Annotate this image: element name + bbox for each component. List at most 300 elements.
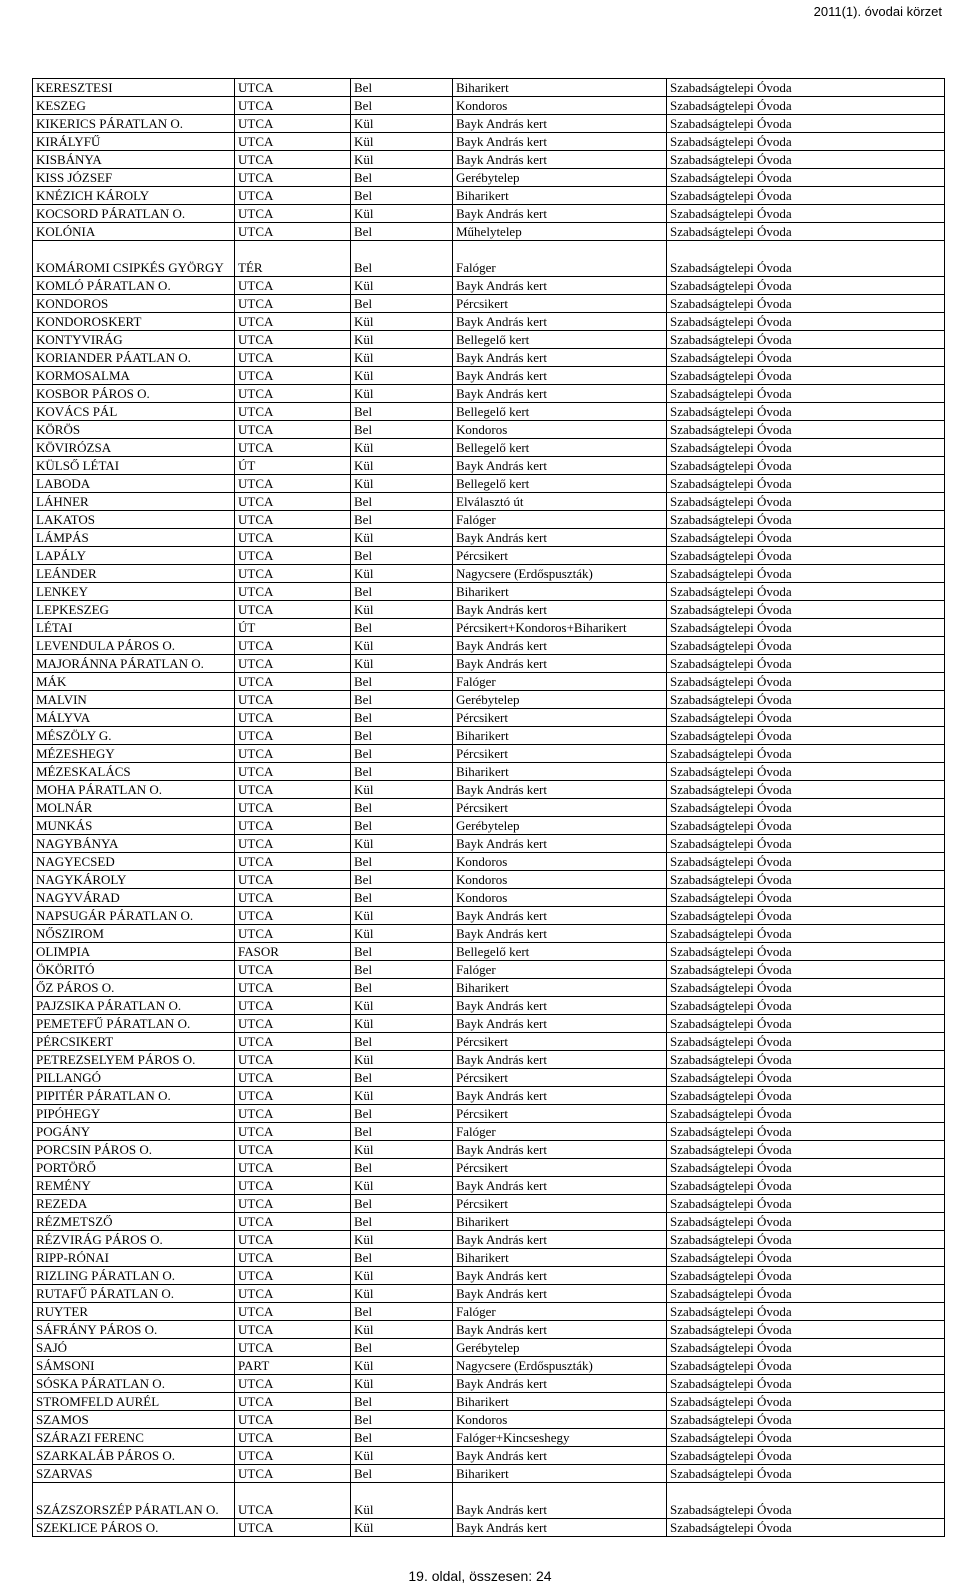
street-type-cell: ÚT <box>235 619 351 637</box>
table-row <box>33 1375 945 1393</box>
table-row <box>33 817 945 835</box>
street-name-cell: LÁMPÁS <box>33 529 235 547</box>
street-type-cell: UTCA <box>235 439 351 457</box>
table-row <box>33 529 945 547</box>
street-name-cell: NŐSZIROM <box>33 925 235 943</box>
district-cell: Pércsikert <box>453 1159 667 1177</box>
district-cell: Nagycsere (Erdőspuszták) <box>453 565 667 583</box>
street-type-cell: UTCA <box>235 1051 351 1069</box>
street-type-cell: UTCA <box>235 1483 351 1519</box>
street-name-cell: LEÁNDER <box>33 565 235 583</box>
street-name-cell: LAKATOS <box>33 511 235 529</box>
kindergarten-cell: Szabadságtelepi Óvoda <box>667 313 945 331</box>
street-type-cell: UTCA <box>235 691 351 709</box>
street-type-cell: UTCA <box>235 1429 351 1447</box>
area-cell: Bel <box>351 187 453 205</box>
district-table <box>32 78 945 1537</box>
table-row <box>33 493 945 511</box>
table-row <box>33 619 945 637</box>
kindergarten-cell: Szabadságtelepi Óvoda <box>667 1123 945 1141</box>
district-cell: Pércsikert+Kondoros+Biharikert <box>453 619 667 637</box>
street-name-cell: KESZEG <box>33 97 235 115</box>
area-cell: Kül <box>351 349 453 367</box>
district-cell: Bayk András kert <box>453 457 667 475</box>
street-name-cell: MÁK <box>33 673 235 691</box>
street-name-cell: POGÁNY <box>33 1123 235 1141</box>
kindergarten-cell: Szabadságtelepi Óvoda <box>667 925 945 943</box>
street-type-cell: UTCA <box>235 1159 351 1177</box>
kindergarten-cell: Szabadságtelepi Óvoda <box>667 583 945 601</box>
table-row <box>33 961 945 979</box>
district-cell: Gerébytelep <box>453 691 667 709</box>
table-row <box>33 367 945 385</box>
table-row <box>33 1105 945 1123</box>
area-cell: Kül <box>351 1087 453 1105</box>
table-row <box>33 1033 945 1051</box>
area-cell: Bel <box>351 1429 453 1447</box>
street-type-cell: UTCA <box>235 853 351 871</box>
area-cell: Bel <box>351 79 453 97</box>
table-row <box>33 763 945 781</box>
kindergarten-cell: Szabadságtelepi Óvoda <box>667 79 945 97</box>
table-row <box>33 1465 945 1483</box>
street-type-cell: UTCA <box>235 979 351 997</box>
area-cell: Kül <box>351 385 453 403</box>
street-type-cell: UTCA <box>235 529 351 547</box>
kindergarten-cell: Szabadságtelepi Óvoda <box>667 601 945 619</box>
district-cell: Bayk András kert <box>453 205 667 223</box>
kindergarten-cell: Szabadságtelepi Óvoda <box>667 1051 945 1069</box>
district-cell: Falóger <box>453 511 667 529</box>
street-type-cell: PART <box>235 1357 351 1375</box>
district-cell: Biharikert <box>453 79 667 97</box>
district-cell: Biharikert <box>453 1393 667 1411</box>
street-name-cell: PORCSIN PÁROS O. <box>33 1141 235 1159</box>
table-row <box>33 1429 945 1447</box>
table-row <box>33 133 945 151</box>
page-footer: 19. oldal, összesen: 24 <box>408 1568 552 1584</box>
kindergarten-cell: Szabadságtelepi Óvoda <box>667 763 945 781</box>
street-type-cell: UTCA <box>235 925 351 943</box>
street-type-cell: UTCA <box>235 1033 351 1051</box>
street-type-cell: UTCA <box>235 1087 351 1105</box>
area-cell: Bel <box>351 871 453 889</box>
table-row <box>33 1321 945 1339</box>
area-cell: Bel <box>351 1393 453 1411</box>
table-row <box>33 1141 945 1159</box>
area-cell: Kül <box>351 457 453 475</box>
table-row <box>33 457 945 475</box>
table-row <box>33 277 945 295</box>
kindergarten-cell: Szabadságtelepi Óvoda <box>667 115 945 133</box>
kindergarten-cell: Szabadságtelepi Óvoda <box>667 277 945 295</box>
table-row <box>33 691 945 709</box>
table-row <box>33 223 945 241</box>
table-row <box>33 1231 945 1249</box>
table-row <box>33 907 945 925</box>
area-cell: Bel <box>351 547 453 565</box>
street-name-cell: PEMETEFŰ PÁRATLAN O. <box>33 1015 235 1033</box>
street-name-cell: KOCSORD PÁRATLAN O. <box>33 205 235 223</box>
table-row <box>33 439 945 457</box>
street-name-cell: RIPP-RÓNAI <box>33 1249 235 1267</box>
kindergarten-cell: Szabadságtelepi Óvoda <box>667 1195 945 1213</box>
kindergarten-cell: Szabadságtelepi Óvoda <box>667 1285 945 1303</box>
table-row <box>33 547 945 565</box>
street-name-cell: LENKEY <box>33 583 235 601</box>
area-cell: Kül <box>351 1375 453 1393</box>
street-name-cell: KOSBOR PÁROS O. <box>33 385 235 403</box>
kindergarten-cell: Szabadságtelepi Óvoda <box>667 475 945 493</box>
district-cell: Bayk András kert <box>453 151 667 169</box>
street-name-cell: LÉTAI <box>33 619 235 637</box>
street-name-cell: KORIANDER PÁATLAN O. <box>33 349 235 367</box>
area-cell: Kül <box>351 655 453 673</box>
street-type-cell: UTCA <box>235 277 351 295</box>
street-type-cell: UTCA <box>235 1177 351 1195</box>
kindergarten-cell: Szabadságtelepi Óvoda <box>667 1213 945 1231</box>
street-type-cell: FASOR <box>235 943 351 961</box>
kindergarten-cell: Szabadságtelepi Óvoda <box>667 961 945 979</box>
district-cell: Biharikert <box>453 583 667 601</box>
street-type-cell: UTCA <box>235 1105 351 1123</box>
kindergarten-cell: Szabadságtelepi Óvoda <box>667 853 945 871</box>
street-name-cell: PIPITÉR PÁRATLAN O. <box>33 1087 235 1105</box>
district-cell: Kondoros <box>453 1411 667 1429</box>
street-type-cell: UTCA <box>235 187 351 205</box>
table-row <box>33 1123 945 1141</box>
area-cell: Kül <box>351 331 453 349</box>
area-cell: Kül <box>351 1519 453 1537</box>
district-cell: Bayk András kert <box>453 313 667 331</box>
district-cell: Falóger <box>453 1123 667 1141</box>
street-name-cell: SÁFRÁNY PÁROS O. <box>33 1321 235 1339</box>
street-name-cell: LEVENDULA PÁROS O. <box>33 637 235 655</box>
street-name-cell: RÉZMETSZŐ <box>33 1213 235 1231</box>
district-cell: Bayk András kert <box>453 907 667 925</box>
street-type-cell: UTCA <box>235 1321 351 1339</box>
table-row <box>33 1159 945 1177</box>
street-type-cell: UTCA <box>235 1267 351 1285</box>
kindergarten-cell: Szabadságtelepi Óvoda <box>667 1429 945 1447</box>
page-header: 2011(1). óvodai körzet <box>813 4 942 19</box>
kindergarten-cell: Szabadságtelepi Óvoda <box>667 1357 945 1375</box>
table-row <box>33 1285 945 1303</box>
kindergarten-cell: Szabadságtelepi Óvoda <box>667 979 945 997</box>
area-cell: Kül <box>351 1141 453 1159</box>
area-cell: Kül <box>351 205 453 223</box>
table-row <box>33 187 945 205</box>
street-type-cell: UTCA <box>235 79 351 97</box>
street-name-cell: PAJZSIKA PÁRATLAN O. <box>33 997 235 1015</box>
kindergarten-cell: Szabadságtelepi Óvoda <box>667 187 945 205</box>
street-type-cell: UTCA <box>235 817 351 835</box>
kindergarten-cell: Szabadságtelepi Óvoda <box>667 547 945 565</box>
street-name-cell: KONTYVIRÁG <box>33 331 235 349</box>
street-type-cell: UTCA <box>235 547 351 565</box>
area-cell: Kül <box>351 529 453 547</box>
street-type-cell: UTCA <box>235 1303 351 1321</box>
street-type-cell: UTCA <box>235 781 351 799</box>
street-name-cell: SZEKLICE PÁROS O. <box>33 1519 235 1537</box>
district-cell: Nagycsere (Erdőspuszták) <box>453 1357 667 1375</box>
kindergarten-cell: Szabadságtelepi Óvoda <box>667 457 945 475</box>
street-name-cell: KIKERICS PÁRATLAN O. <box>33 115 235 133</box>
kindergarten-cell: Szabadságtelepi Óvoda <box>667 637 945 655</box>
street-name-cell: KOMLÓ PÁRATLAN O. <box>33 277 235 295</box>
table-row <box>33 475 945 493</box>
street-type-cell: UTCA <box>235 385 351 403</box>
table-row <box>33 313 945 331</box>
district-cell: Bayk András kert <box>453 385 667 403</box>
kindergarten-cell: Szabadságtelepi Óvoda <box>667 907 945 925</box>
street-type-cell: UTCA <box>235 1015 351 1033</box>
district-cell: Bayk András kert <box>453 1519 667 1537</box>
table-row <box>33 979 945 997</box>
street-type-cell: UTCA <box>235 1213 351 1231</box>
area-cell: Kül <box>351 1015 453 1033</box>
kindergarten-cell: Szabadságtelepi Óvoda <box>667 403 945 421</box>
street-type-cell: UTCA <box>235 565 351 583</box>
street-name-cell: SÓSKA PÁRATLAN O. <box>33 1375 235 1393</box>
street-type-cell: UTCA <box>235 889 351 907</box>
street-name-cell: MOLNÁR <box>33 799 235 817</box>
table-row <box>33 1213 945 1231</box>
district-cell: Bayk András kert <box>453 997 667 1015</box>
table-row <box>33 1249 945 1267</box>
district-cell: Pércsikert <box>453 547 667 565</box>
street-name-cell: NAGYVÁRAD <box>33 889 235 907</box>
table-row <box>33 295 945 313</box>
district-cell: Biharikert <box>453 979 667 997</box>
district-cell: Bayk András kert <box>453 1141 667 1159</box>
street-name-cell: PETREZSELYEM PÁROS O. <box>33 1051 235 1069</box>
area-cell: Bel <box>351 493 453 511</box>
street-name-cell: LAPÁLY <box>33 547 235 565</box>
street-type-cell: UTCA <box>235 1141 351 1159</box>
district-cell: Elválasztó út <box>453 493 667 511</box>
street-type-cell: UTCA <box>235 97 351 115</box>
kindergarten-cell: Szabadságtelepi Óvoda <box>667 871 945 889</box>
area-cell: Kül <box>351 925 453 943</box>
district-cell: Bayk András kert <box>453 1321 667 1339</box>
area-cell: Bel <box>351 97 453 115</box>
kindergarten-cell: Szabadságtelepi Óvoda <box>667 421 945 439</box>
street-type-cell: UTCA <box>235 871 351 889</box>
area-cell: Kül <box>351 1177 453 1195</box>
district-cell: Műhelytelep <box>453 223 667 241</box>
kindergarten-cell: Szabadságtelepi Óvoda <box>667 1033 945 1051</box>
kindergarten-cell: Szabadságtelepi Óvoda <box>667 169 945 187</box>
area-cell: Kül <box>351 133 453 151</box>
street-type-cell: UTCA <box>235 1339 351 1357</box>
table-row <box>33 673 945 691</box>
table-row <box>33 1051 945 1069</box>
street-type-cell: UTCA <box>235 961 351 979</box>
table-row <box>33 745 945 763</box>
table-row <box>33 1447 945 1465</box>
district-cell: Pércsikert <box>453 745 667 763</box>
area-cell: Bel <box>351 1213 453 1231</box>
area-cell: Kül <box>351 1483 453 1519</box>
area-cell: Bel <box>351 1339 453 1357</box>
table-row <box>33 565 945 583</box>
area-cell: Bel <box>351 1195 453 1213</box>
street-name-cell: LEPKESZEG <box>33 601 235 619</box>
table-row <box>33 889 945 907</box>
district-cell: Kondoros <box>453 97 667 115</box>
kindergarten-cell: Szabadságtelepi Óvoda <box>667 1393 945 1411</box>
area-cell: Bel <box>351 709 453 727</box>
street-name-cell: NAGYKÁROLY <box>33 871 235 889</box>
district-cell: Biharikert <box>453 1249 667 1267</box>
street-name-cell: PILLANGÓ <box>33 1069 235 1087</box>
street-name-cell: REMÉNY <box>33 1177 235 1195</box>
street-type-cell: UTCA <box>235 421 351 439</box>
kindergarten-cell: Szabadságtelepi Óvoda <box>667 1069 945 1087</box>
table-row <box>33 655 945 673</box>
street-name-cell: PIPÓHEGY <box>33 1105 235 1123</box>
area-cell: Kül <box>351 367 453 385</box>
street-name-cell: MÉSZÖLY G. <box>33 727 235 745</box>
area-cell: Kül <box>351 1051 453 1069</box>
street-name-cell: KOVÁCS PÁL <box>33 403 235 421</box>
district-cell: Biharikert <box>453 763 667 781</box>
area-cell: Kül <box>351 1357 453 1375</box>
area-cell: Kül <box>351 565 453 583</box>
area-cell: Bel <box>351 619 453 637</box>
kindergarten-cell: Szabadságtelepi Óvoda <box>667 709 945 727</box>
area-cell: Bel <box>351 421 453 439</box>
street-type-cell: UTCA <box>235 727 351 745</box>
street-name-cell: SÁMSONI <box>33 1357 235 1375</box>
street-name-cell: KOLÓNIA <box>33 223 235 241</box>
kindergarten-cell: Szabadságtelepi Óvoda <box>667 691 945 709</box>
street-name-cell: MÉZESHEGY <box>33 745 235 763</box>
table-row <box>33 169 945 187</box>
kindergarten-cell: Szabadságtelepi Óvoda <box>667 565 945 583</box>
street-type-cell: UTCA <box>235 601 351 619</box>
table-row <box>33 1357 945 1375</box>
area-cell: Bel <box>351 241 453 277</box>
street-type-cell: UTCA <box>235 403 351 421</box>
street-type-cell: UTCA <box>235 907 351 925</box>
district-cell: Bayk András kert <box>453 1375 667 1393</box>
kindergarten-cell: Szabadságtelepi Óvoda <box>667 151 945 169</box>
street-type-cell: UTCA <box>235 349 351 367</box>
district-cell: Bellegelő kert <box>453 403 667 421</box>
kindergarten-cell: Szabadságtelepi Óvoda <box>667 1249 945 1267</box>
kindergarten-cell: Szabadságtelepi Óvoda <box>667 1015 945 1033</box>
table-row <box>33 115 945 133</box>
street-type-cell: UTCA <box>235 1285 351 1303</box>
street-type-cell: ÚT <box>235 457 351 475</box>
street-name-cell: KÖVIRÓZSA <box>33 439 235 457</box>
street-name-cell: SZARKALÁB PÁROS O. <box>33 1447 235 1465</box>
area-cell: Bel <box>351 799 453 817</box>
street-name-cell: KORMOSALMA <box>33 367 235 385</box>
district-cell: Pércsikert <box>453 1105 667 1123</box>
district-cell: Kondoros <box>453 853 667 871</box>
street-name-cell: MALVIN <box>33 691 235 709</box>
district-cell: Bayk András kert <box>453 277 667 295</box>
street-type-cell: UTCA <box>235 475 351 493</box>
area-cell: Bel <box>351 169 453 187</box>
area-cell: Bel <box>351 511 453 529</box>
kindergarten-cell: Szabadságtelepi Óvoda <box>667 1321 945 1339</box>
street-type-cell: UTCA <box>235 583 351 601</box>
kindergarten-cell: Szabadságtelepi Óvoda <box>667 781 945 799</box>
kindergarten-cell: Szabadságtelepi Óvoda <box>667 1303 945 1321</box>
area-cell: Kül <box>351 1321 453 1339</box>
district-cell: Falóger <box>453 1303 667 1321</box>
district-cell: Gerébytelep <box>453 817 667 835</box>
kindergarten-cell: Szabadságtelepi Óvoda <box>667 1267 945 1285</box>
street-name-cell: MAJORÁNNA PÁRATLAN O. <box>33 655 235 673</box>
kindergarten-cell: Szabadságtelepi Óvoda <box>667 1519 945 1537</box>
district-cell: Kondoros <box>453 421 667 439</box>
kindergarten-cell: Szabadságtelepi Óvoda <box>667 349 945 367</box>
area-cell: Kül <box>351 151 453 169</box>
area-cell: Kül <box>351 277 453 295</box>
table-row <box>33 349 945 367</box>
street-name-cell: SAJÓ <box>33 1339 235 1357</box>
area-cell: Bel <box>351 583 453 601</box>
table-row <box>33 1393 945 1411</box>
table-row <box>33 1015 945 1033</box>
area-cell: Bel <box>351 943 453 961</box>
street-name-cell: MÉZESKALÁCS <box>33 763 235 781</box>
area-cell: Bel <box>351 223 453 241</box>
kindergarten-cell: Szabadságtelepi Óvoda <box>667 1483 945 1519</box>
area-cell: Bel <box>351 817 453 835</box>
district-cell: Pércsikert <box>453 295 667 313</box>
district-cell: Gerébytelep <box>453 169 667 187</box>
street-name-cell: NAPSUGÁR PÁRATLAN O. <box>33 907 235 925</box>
district-cell: Pércsikert <box>453 1033 667 1051</box>
district-cell: Bayk András kert <box>453 1285 667 1303</box>
kindergarten-cell: Szabadságtelepi Óvoda <box>667 1105 945 1123</box>
kindergarten-cell: Szabadságtelepi Óvoda <box>667 511 945 529</box>
street-type-cell: UTCA <box>235 115 351 133</box>
table-row <box>33 205 945 223</box>
table-body <box>33 79 945 1537</box>
area-cell: Bel <box>351 1249 453 1267</box>
area-cell: Kül <box>351 835 453 853</box>
street-name-cell: OLIMPIA <box>33 943 235 961</box>
street-name-cell: ÖKÖRITÓ <box>33 961 235 979</box>
street-name-cell: STROMFELD AURÉL <box>33 1393 235 1411</box>
street-type-cell: UTCA <box>235 763 351 781</box>
street-type-cell: UTCA <box>235 223 351 241</box>
area-cell: Bel <box>351 853 453 871</box>
area-cell: Kül <box>351 313 453 331</box>
table-row <box>33 1339 945 1357</box>
street-name-cell: SZÁZSZORSZÉP PÁRATLAN O. <box>33 1483 235 1519</box>
district-cell: Falóger+Kincseshegy <box>453 1429 667 1447</box>
table-row <box>33 1177 945 1195</box>
district-cell: Bellegelő kert <box>453 439 667 457</box>
district-cell: Bayk András kert <box>453 925 667 943</box>
table-row <box>33 385 945 403</box>
district-cell: Bayk András kert <box>453 1447 667 1465</box>
table-row <box>33 997 945 1015</box>
district-cell: Bayk András kert <box>453 1267 667 1285</box>
area-cell: Bel <box>351 1105 453 1123</box>
street-name-cell: KÜLSŐ LÉTAI <box>33 457 235 475</box>
table-row <box>33 601 945 619</box>
street-name-cell: PORTÖRŐ <box>33 1159 235 1177</box>
